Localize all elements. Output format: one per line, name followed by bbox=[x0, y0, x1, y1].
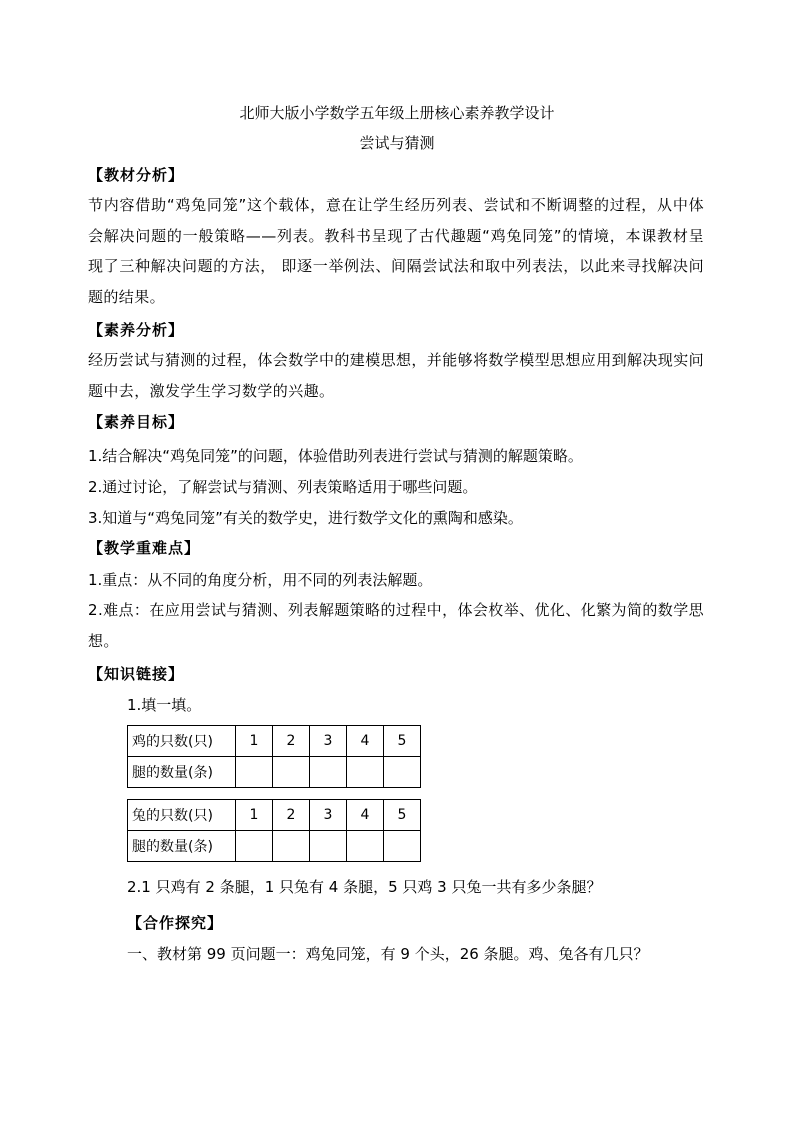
table-cell: 4 bbox=[347, 800, 384, 831]
section-heading-cooperative: 【合作探究】 bbox=[127, 914, 224, 932]
table-row bbox=[128, 800, 421, 831]
rabbit-leg-table bbox=[127, 799, 421, 862]
table-cell-blank[interactable] bbox=[236, 757, 273, 788]
table-cell: 5 bbox=[384, 800, 421, 831]
table-cell-blank[interactable] bbox=[310, 757, 347, 788]
table-cell: 2 bbox=[273, 800, 310, 831]
table-cell: 4 bbox=[347, 726, 384, 757]
table-row-label: 兔的只数(只) bbox=[128, 800, 236, 831]
section-heading-textbook-analysis: 【教材分析】 bbox=[88, 166, 185, 184]
table-cell-blank[interactable] bbox=[310, 831, 347, 862]
table-row bbox=[128, 757, 421, 788]
section-heading-key-points: 【教学重难点】 bbox=[88, 539, 201, 557]
cooperative-question: 一、教材第 99 页问题一：鸡兔同笼，有 9 个头，26 条腿。鸡、兔各有几只？ bbox=[127, 945, 649, 963]
table-cell-blank[interactable] bbox=[273, 757, 310, 788]
table-cell-blank[interactable] bbox=[384, 831, 421, 862]
table-cell-blank[interactable] bbox=[236, 831, 273, 862]
literacy-analysis-text: 经历尝试与猜测的过程，体会数学中的建模思想，并能够将数学模型思想应用到解决现实问题中去，激发学生学习数学的兴趣。 bbox=[88, 351, 705, 400]
key-point-item: 1.重点：从不同的角度分析，用不同的列表法解题。 bbox=[88, 571, 433, 589]
chicken-leg-table bbox=[127, 725, 421, 788]
table-cell: 5 bbox=[384, 726, 421, 757]
table-row-label: 腿的数量(条) bbox=[128, 831, 236, 862]
table-cell-blank[interactable] bbox=[384, 757, 421, 788]
document-title: 北师大版小学数学五年级上册核心素养教学设计 bbox=[239, 104, 555, 122]
table-row bbox=[128, 726, 421, 757]
literacy-goal-item: 3.知道与“鸡兔同笼”有关的数学史，进行数学文化的熏陶和感染。 bbox=[88, 509, 523, 527]
textbook-analysis-text: 节内容借助“鸡兔同笼”这个载体，意在让学生经历列表、尝试和不断调整的过程，从中体会解决问题的一般策略——列表。教科书呈现了古代趣题“鸡兔同笼”的情境，本课教材呈现了三种解决问题的方法， 即逐一举例法、间隔尝试法和取中列表法，以此来寻找解决问题的结果。 bbox=[88, 196, 704, 306]
literacy-goal-item: 2.通过讨论，了解尝试与猜测、列表策略适用于哪些问题。 bbox=[88, 478, 478, 496]
table-cell-blank[interactable] bbox=[273, 831, 310, 862]
literacy-goal-item: 1.结合解决“鸡兔同笼”的问题，体验借助列表进行尝试与猜测的解题策略。 bbox=[88, 447, 583, 465]
section-heading-knowledge-link: 【知识链接】 bbox=[88, 665, 185, 683]
table-cell-blank[interactable] bbox=[347, 831, 384, 862]
leg-count-question: 2.1 只鸡有 2 条腿，1 只兔有 4 条腿，5 只鸡 3 只兔一共有多少条腿？ bbox=[127, 878, 602, 896]
key-point-item: 2.难点：在应用尝试与猜测、列表解题策略的过程中，体会枚举、优化、化繁为简的数学思想。 bbox=[88, 601, 704, 650]
table-cell-blank[interactable] bbox=[347, 757, 384, 788]
section-heading-literacy-analysis: 【素养分析】 bbox=[88, 321, 185, 339]
table-cell: 3 bbox=[310, 800, 347, 831]
table-row bbox=[128, 831, 421, 862]
document-subtitle: 尝试与猜测 bbox=[359, 134, 435, 152]
section-heading-literacy-goals: 【素养目标】 bbox=[88, 413, 185, 431]
table-cell: 1 bbox=[236, 726, 273, 757]
table-cell: 3 bbox=[310, 726, 347, 757]
table-row-label: 鸡的只数(只) bbox=[128, 726, 236, 757]
fill-in-question: 1.填一填。 bbox=[127, 696, 202, 714]
table-cell: 1 bbox=[236, 800, 273, 831]
table-row-label: 腿的数量(条) bbox=[128, 757, 236, 788]
table-cell: 2 bbox=[273, 726, 310, 757]
